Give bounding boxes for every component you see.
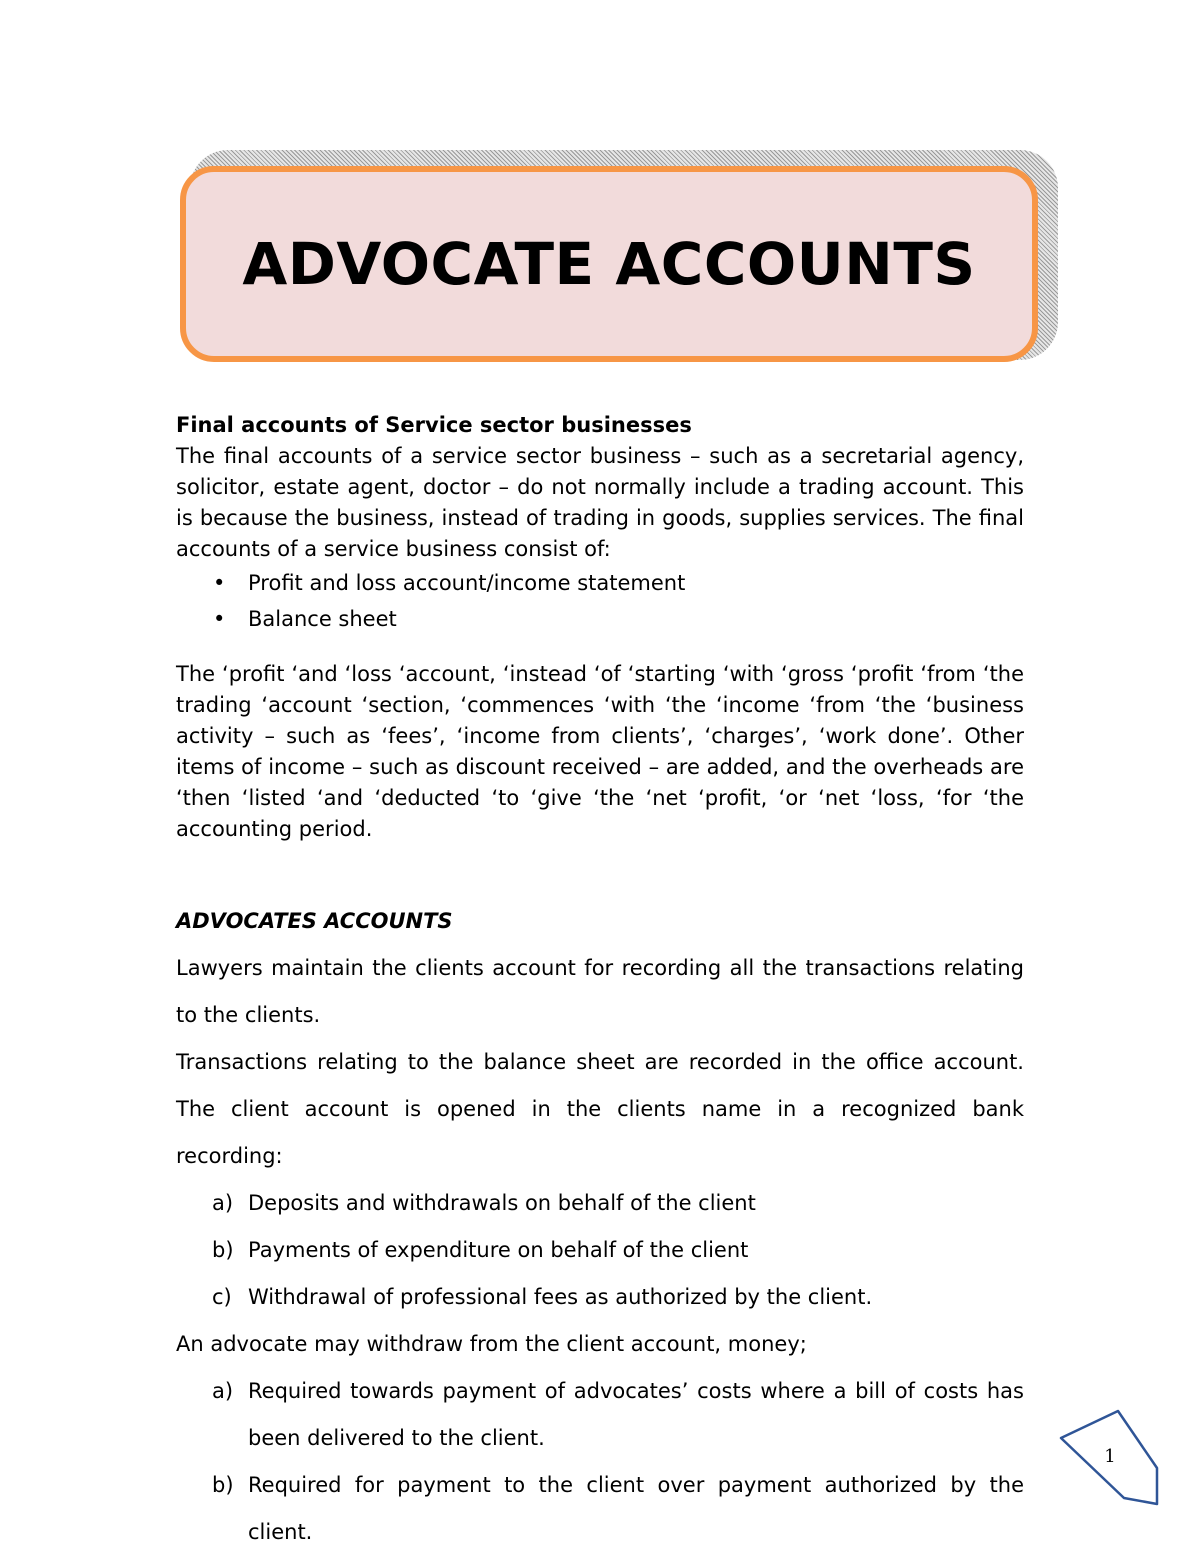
transactions-paragraph: Transactions relating to the balance sheet are recorded in the office account. The client account is opened in the clients name in a recognized bank recording:: [176, 1050, 1024, 1168]
section-advocates: [176, 906, 1024, 1556]
list-item-text: Required towards payment of advocates’ costs where a bill of costs has been delivered to the client.: [248, 1379, 1024, 1450]
list-item-text: Deposits and withdrawals on behalf of the client: [248, 1191, 756, 1215]
list-item: [176, 1227, 1024, 1274]
section-heading-advocates: ADVOCATES ACCOUNTS: [176, 909, 453, 933]
list-marker: b): [212, 1473, 234, 1497]
document-title: ADVOCATE ACCOUNTS: [242, 230, 976, 298]
page-number: 1: [1104, 1446, 1116, 1467]
bullet-icon: •: [213, 571, 226, 595]
section-service-sector: [176, 410, 1024, 845]
lawyers-paragraph: Lawyers maintain the clients account for recording all the transactions relating to the clients.: [176, 956, 1024, 1027]
list-item: [176, 1368, 1024, 1462]
list-marker: b): [212, 1238, 234, 1262]
list-item-text: Balance sheet: [248, 607, 397, 631]
profit-loss-paragraph: The ‘profit ‘and ‘loss ‘account, ‘instead ‘of ‘starting ‘with ‘gross ‘profit ‘from ‘the trading ‘account ‘section, ‘commences ‘with ‘the ‘income ‘from ‘the ‘business activity – such as ‘fees’, ‘income from clients’, ‘charges’, ‘work done’. Other items of income – such as discount received – are added, and the overheads are ‘then ‘listed ‘and ‘deducted ‘to ‘give ‘the ‘net ‘profit, ‘or ‘net ‘loss, ‘for ‘the accounting period.: [176, 662, 1024, 841]
spacer: [176, 637, 1024, 659]
list-item: [176, 601, 1024, 637]
section-heading-service: Final accounts of Service sector businesses: [176, 413, 692, 437]
list-item-text: Payments of expenditure on behalf of the client: [248, 1238, 749, 1262]
list-marker: a): [212, 1191, 234, 1215]
bullet-icon: •: [213, 607, 226, 631]
list-item: [176, 1462, 1024, 1556]
withdraw-paragraph: An advocate may withdraw from the client account, money;: [176, 1332, 807, 1356]
list-marker: a): [212, 1379, 234, 1403]
document-body: [176, 410, 1024, 1556]
client-account-list: [176, 1180, 1024, 1321]
list-item-text: Required for payment to the client over payment authorized by the client.: [248, 1473, 1024, 1544]
list-item-text: Withdrawal of professional fees as authorized by the client.: [248, 1285, 873, 1309]
list-item: [176, 1180, 1024, 1227]
intro-paragraph: The final accounts of a service sector business – such as a secretarial agency, solicitor, estate agent, doctor – do not normally include a trading account. This is because the business, instead of trading in goods, supplies services. The final accounts of a service business consist of:: [176, 444, 1024, 561]
withdrawal-list: [176, 1368, 1024, 1556]
title-banner: [180, 166, 1038, 362]
list-item-text: Profit and loss account/income statement: [248, 571, 686, 595]
list-item: [176, 565, 1024, 601]
list-item: [176, 1274, 1024, 1321]
list-marker: c): [212, 1285, 232, 1309]
bullet-list: [176, 565, 1024, 637]
